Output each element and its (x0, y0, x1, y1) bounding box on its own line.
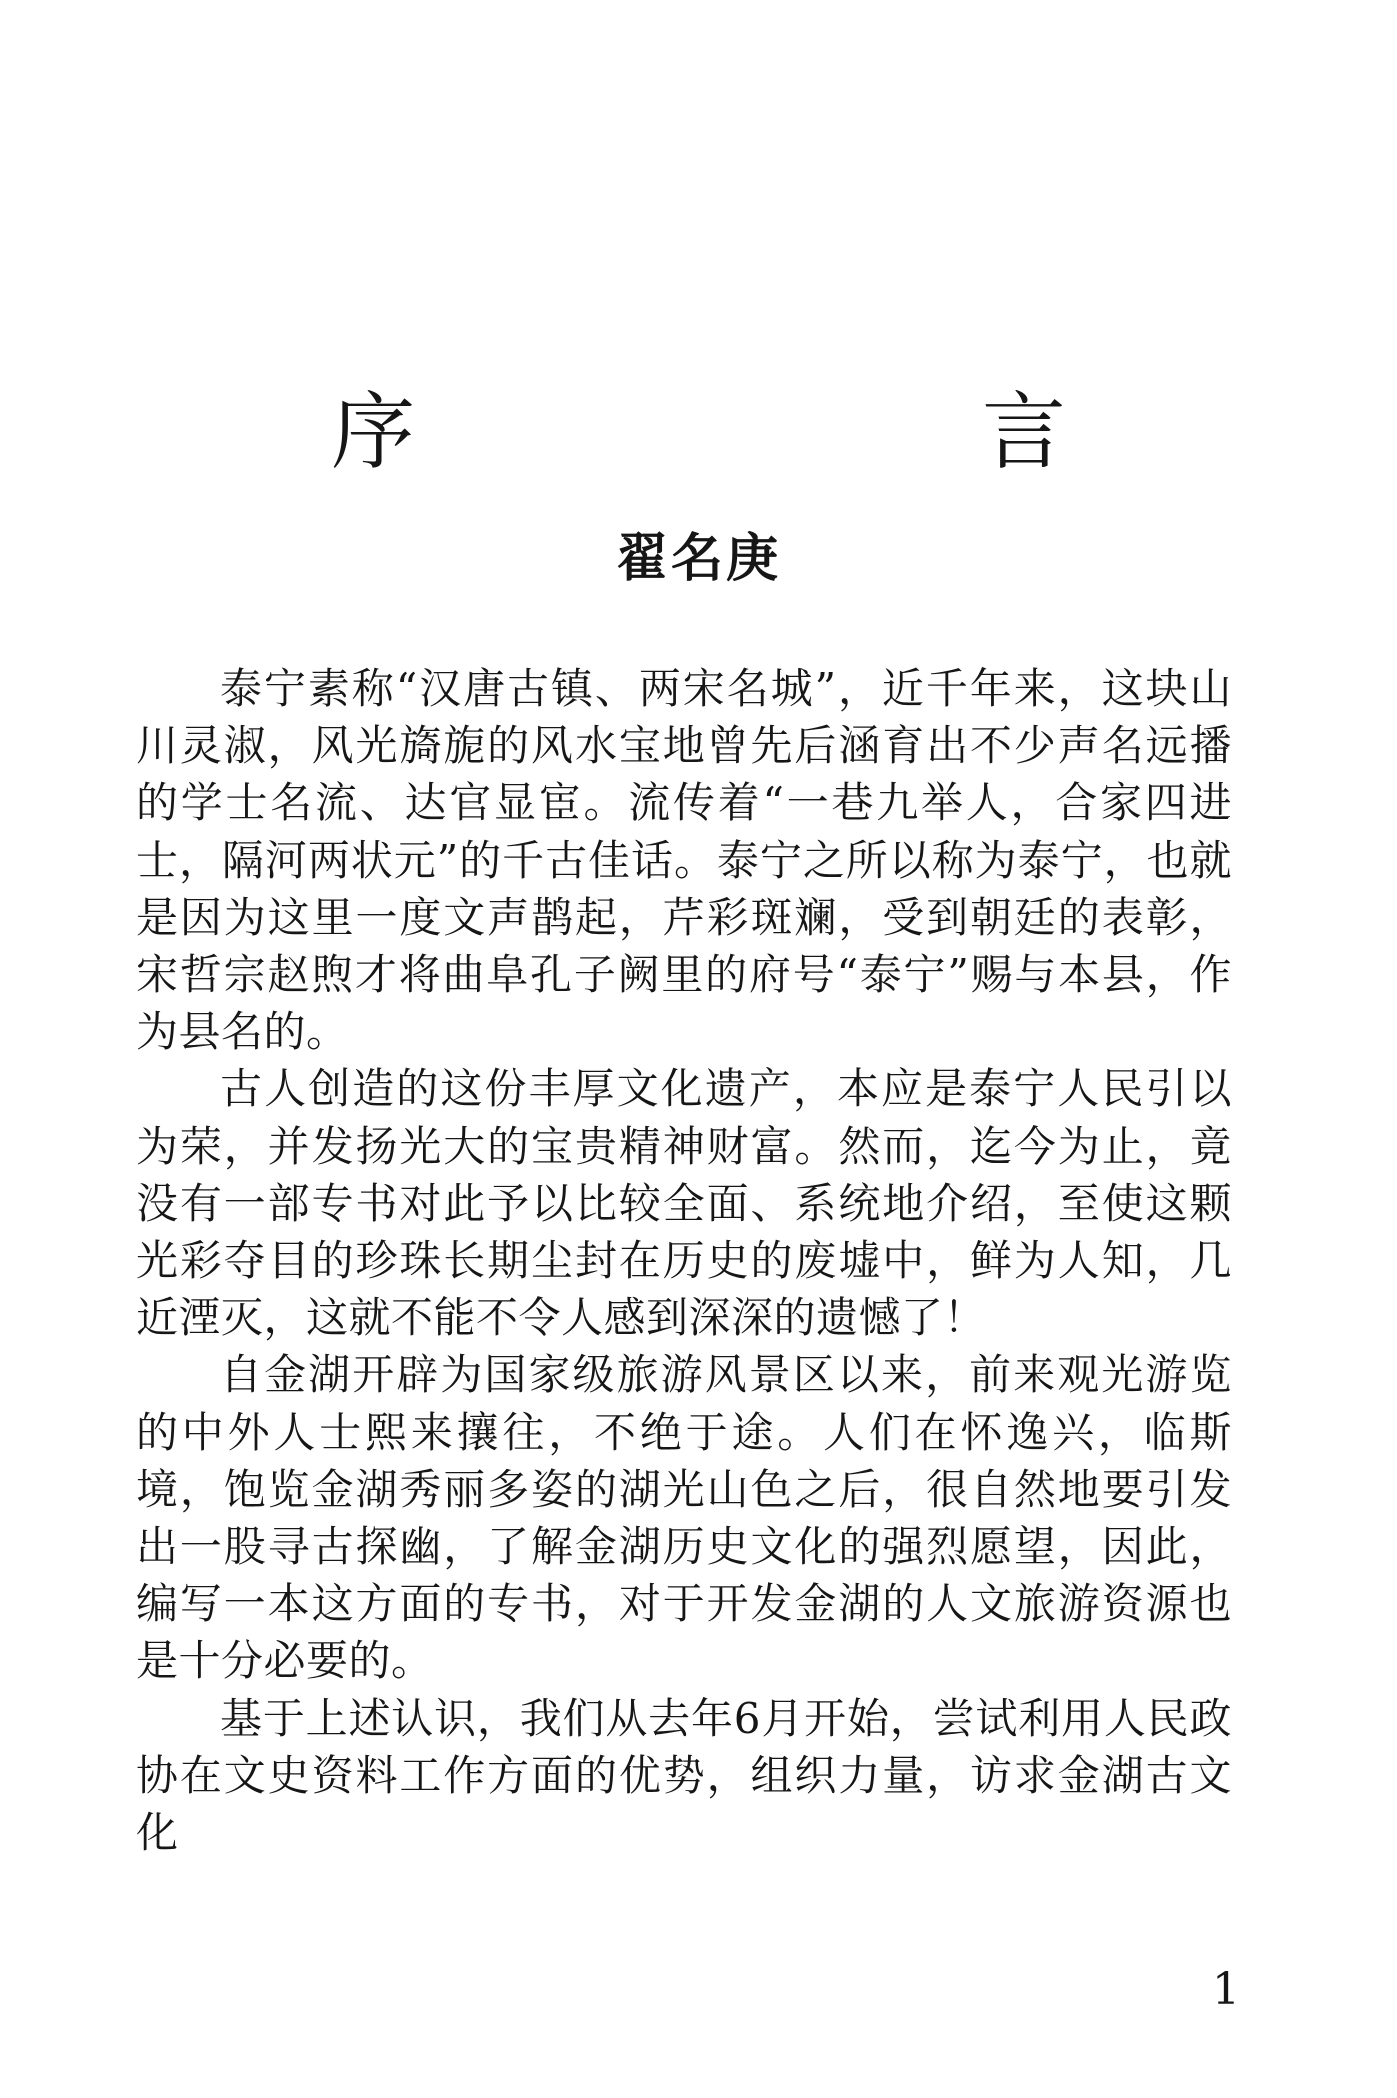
page-number: 1 (1212, 1964, 1240, 2015)
paragraph: 基于上述认识，我们从去年6月开始，尝试利用人民政协在文史资料工作方面的优势，组织力量，访求金湖古文化 (136, 1693, 1232, 1858)
page-title: 序 言 (331, 383, 1336, 481)
paragraph: 自金湖开辟为国家级旅游风景区以来，前来观光游览的中外人士熙来攘往，不绝于途。人们在怀逸兴，临斯境，饱览金湖秀丽多姿的湖光山色之后，很自然地要引发出一股寻古探幽，了解金湖历史文化的强烈愿望，因此，编写一本这方面的专书，对于开发金湖的人文旅游资源也是十分必要的。 (136, 1350, 1232, 1686)
paragraph: 古人创造的这份丰厚文化遗产，本应是泰宁人民引以为荣，并发扬光大的宝贵精神财富。然而，迄今为止，竟没有一部专书对此予以比较全面、系统地介绍，至使这颗光彩夺目的珍珠长期尘封在历史的废墟中，鲜为人知，几近湮灭，这就不能不令人感到深深的遗憾了！ (136, 1064, 1232, 1343)
author-name: 翟名庚 (615, 529, 781, 589)
paragraph: 泰宁素称“汉唐古镇、两宋名城”，近千年来，这块山川灵淑，风光旖旎的风水宝地曾先后涵育出不少声名远播的学士名流、达官显宦。流传着“一巷九举人，合家四进士，隔河两状元”的千古佳话。泰宁之所以称为泰宁，也就是因为这里一度文声鹊起，芹彩斑斓，受到朝廷的表彰，宋哲宗赵煦才将曲阜孔子阙里的府号“泰宁”赐与本县，作为县名的。 (136, 664, 1232, 1057)
body-text (136, 660, 1232, 1861)
